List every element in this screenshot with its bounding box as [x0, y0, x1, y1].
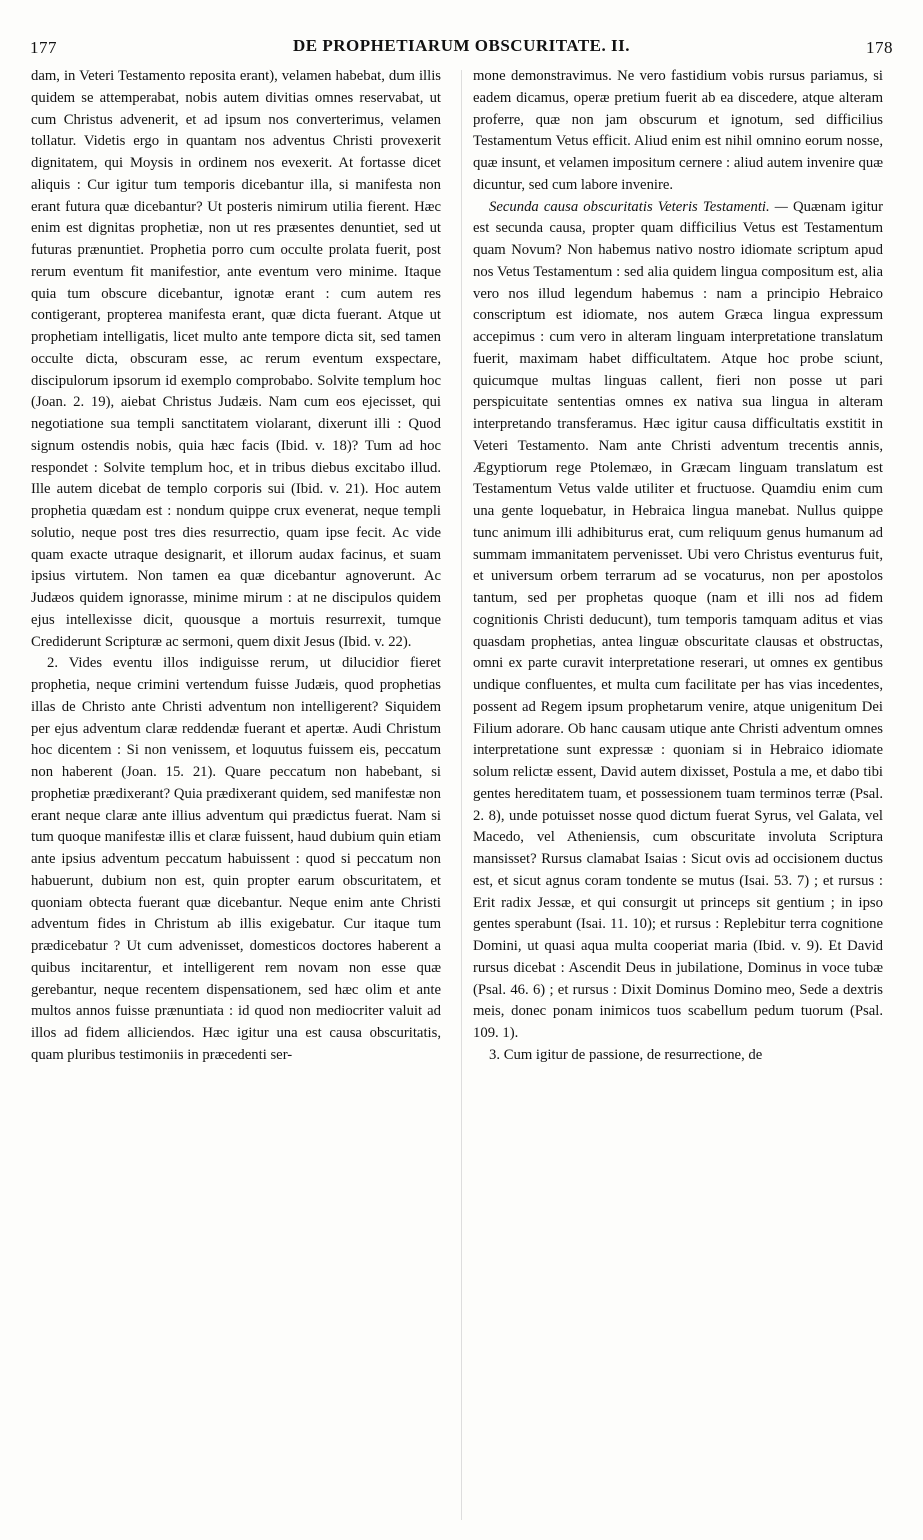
- right-paragraph-2: [473, 197, 883, 1045]
- right-paragraph-3: 3. Cum igitur de passione, de resurrectione, de: [489, 1046, 763, 1063]
- page-number-left: 177: [30, 38, 57, 57]
- column-divider: [461, 70, 462, 1520]
- page-number-right: 178: [866, 38, 893, 57]
- left-paragraph-2: 2. Vides eventu illos indiguisse rerum, ut dilucidior fieret prophetia, neque crimini vertendum fuisse Judæis, quod prophetias illas de Christo ante Christi adventum non intelligerent? Siquidem per ejus adventum claræ reddendæ fuerant et apertæ. Audi Christum hoc dicentem : Si non venissem, et loquutus fuissem eis, peccatum non haberent (Joan. 15. 21). Quare peccatum non habebant, si prophetiæ prædixerant? Quia prædixerant quidem, sed manifestæ non erant neque claræ ante illius adventum qui prædictus fuerat. Nam si tum quoque manifestæ illis et claræ fuissent, haud dubium quin etiam ante ipsius adventum peccatum habuissent : quod si peccatum non habuerunt, dubium non est, quin propter earum obscuritatem, et quoniam obtecta fuerant quæ dicebantur. Neque enim ante Christi adventum fides in Christum ab illis exigebatur. Cur itaque tum prædicebatur ? Ut cum advenisset, domesticos doctores haberent a quibus incitarentur, et intelligerent rem novam non esse quæ gerebantur, neque recentem dispensationem, sed hæc olim et ante multos annos fuisse prænuntiata : id quod non mediocriter valuit ad illos ad fidem alliciendos. Hæc igitur una est causa obscuritatis, quam pluribus testimoniis in præcedenti ser-: [31, 655, 441, 1063]
- running-title: DE PROPHETIARUM OBSCURITATE. II.: [293, 36, 630, 55]
- right-paragraph-1: mone demonstravimus. Ne vero fastidium vobis rursus pariamus, si eadem dicamus, operæ pretium fuerit ab ea discedere, atque alteram proferre, quæ non jam obscurum et ignotum, sed difficilius Testamentum Vetus efficit. Aliud enim est nihil omnino eorum nosse, quæ insunt, et velamen impositum cernere : aliud autem invenire quæ dicuntur, sed cum labore invenire.: [473, 68, 883, 193]
- section-heading: Secunda causa obscuritatis Veteris Testamenti. —: [489, 198, 788, 215]
- left-column: [31, 66, 441, 1521]
- left-paragraph-1: dam, in Veteri Testamento reposita erant), velamen habebat, dum illis quidem se attemperabat, nobis autem divitias omnes reservabat, ut cum Christus advenerit, et ad ipsum nos converterimus, velamen tollatur. Videtis ergo in quantam nos adventus Christi provexerit dignitatem, qui Moysis in ordinem nos evexerit. At fortasse dicet aliquis : Cur igitur tum temporis dicebantur illa, si manifesta non erant futura quæ dicebantur? Ut posteris nimirum utilia fierent. Hæc enim est dignitas prophetiæ, non ut res præsentes denuntiet, sed ut futuras prænuntiet. Prophetia porro cum occulte prolata fuerit, post rerum eventum fit manifestior, ante eventum vero minime. Itaque quia tum obscure dicebantur, ignotæ erant : cum autem res contigerant, propterea manifesta erant, quæ dicta fuerant. Atque ut prophetiam intelligatis, licet multo ante tempore dicta sit, sed tamen occulte dicta, obscuram esse, ac rerum eventum exspectare, discipulorum ipsorum id exemplo comprobabo. Solvite templum hoc (Joan. 2. 19), aiebat Christus Judæis. Nam cum eos ejecisset, qui negotiatione sua templi sanctitatem violarant, dixerunt illi : Quod signum ostendis nobis, quia hæc facis (Ibid. v. 18)? Tum ad hoc respondet : Solvite templum hoc, et in tribus diebus excitabo illud. Ille autem dicebat de templo corporis sui (Ibid. v. 21). Hoc autem prophetia quædam est : nondum quippe crux evenerat, neque templi solutio, neque post tres dies resurrectio, quam ipse fecit. Ac vide quam exacte utraque designarit, et illorum audax facinus, et suam ipsius virtutem. Non tamen ea quæ dicebantur agnoverunt. Ac Judæos quidem ignorasse, minime mirum : at ne discipulos quidem ejus intellexisse dicit, quousque a mortuis resurrexit, tumque Crediderunt Scripturæ ac sermoni, quem dixit Jesus (Ibid. v. 22).: [31, 68, 441, 650]
- running-header: [30, 30, 893, 64]
- right-paragraph-2-text: Quænam igitur est secunda causa, propter quam difficilius Vetus est Testamentum quam Novum? Non habemus nativo nostro idiomate scriptum apud nos Vetus Testamentum : sed alia quidem lingua compositum est, alia vero nos illud legendum habemus : nam a principio Hebraico conscriptum est idiomate, nos autem Græca lingua expressum accepimus : cum vero in alteram linguam interpretatione translatum fuerit, maximam habet difficultatem. Atque hoc probe sciunt, quicumque multas linguas callent, fieri non posse ut pari perspicuitate sententias omnes ex nativa sua lingua in alteram interpretando transferamus. Hæc igitur causa difficultatis exstitit in Veteri Testamento. Nam ante Christi adventum trecentis annis, Ægyptiorum rege Ptolemæo, in Græcam linguam translatum est Testamentum Vetus valde utiliter et fructuose. Quamdiu enim cum una gente loquebatur, in Hebraica lingua manebat. Nullus quippe tunc animum illi adhibiturus erat, cum reliquum genus humanum ad summam immanitatem pervenisset. Ubi vero Christus eventurus fuit, et universum orbem terrarum ad se vocaturus, non per apostolos tantum, sed per prophetas quoque (nam et illi nos ad fidem cognitionis Christi deducunt), tum temporis tamquam aditus et vias quasdam prophetias, antea linguæ obscuritate clausas et obstructas, omni ex parte curavit interpretatione reserari, ut omnes ex gentibus undique confluentes, et multa cum facilitate per has vias incedentes, possent ad Regem ipsum prophetarum venire, atque unigenitum Dei Filium adorare. Ob hanc causam utique ante Christi adventum omnes interpretatione sunt expressæ : quoniam si in Hebraico idiomate solum relictæ essent, David autem dixisset, Postula a me, et dabo tibi gentes hereditatem tuam, et possessionem tuam terminos terræ (Psal. 2. 8), unde potuisset nosse quod dictum fuerat Syrus, vel Galata, vel Macedo, vel Atheniensis, cum obscuritate involuta Scriptura mansisset? Rursus clamabat Isaias : Sicut ovis ad occisionem ductus est, et sicut agnus coram tondente se mutus (Isai. 53. 7) ; et rursus : Erit radix Jessæ, et qui consurgit ut princeps sit gentium ; in ipso gentes sperabunt (Isai. 11. 10); et rursus : Replebitur terra cognitione Domini, ut quasi aqua multa cooperiat maria (Ibid. v. 9). Et David rursus dicebat : Ascendit Deus in jubilatione, Dominus in voce tubæ (Psal. 46. 6) ; et rursus : Dixit Dominus Domino meo, Sede a dextris meis, donec ponam inimicos tuos scabellum pedum tuorum (Psal. 109. 1).: [473, 198, 883, 1041]
- right-column: [473, 66, 883, 1521]
